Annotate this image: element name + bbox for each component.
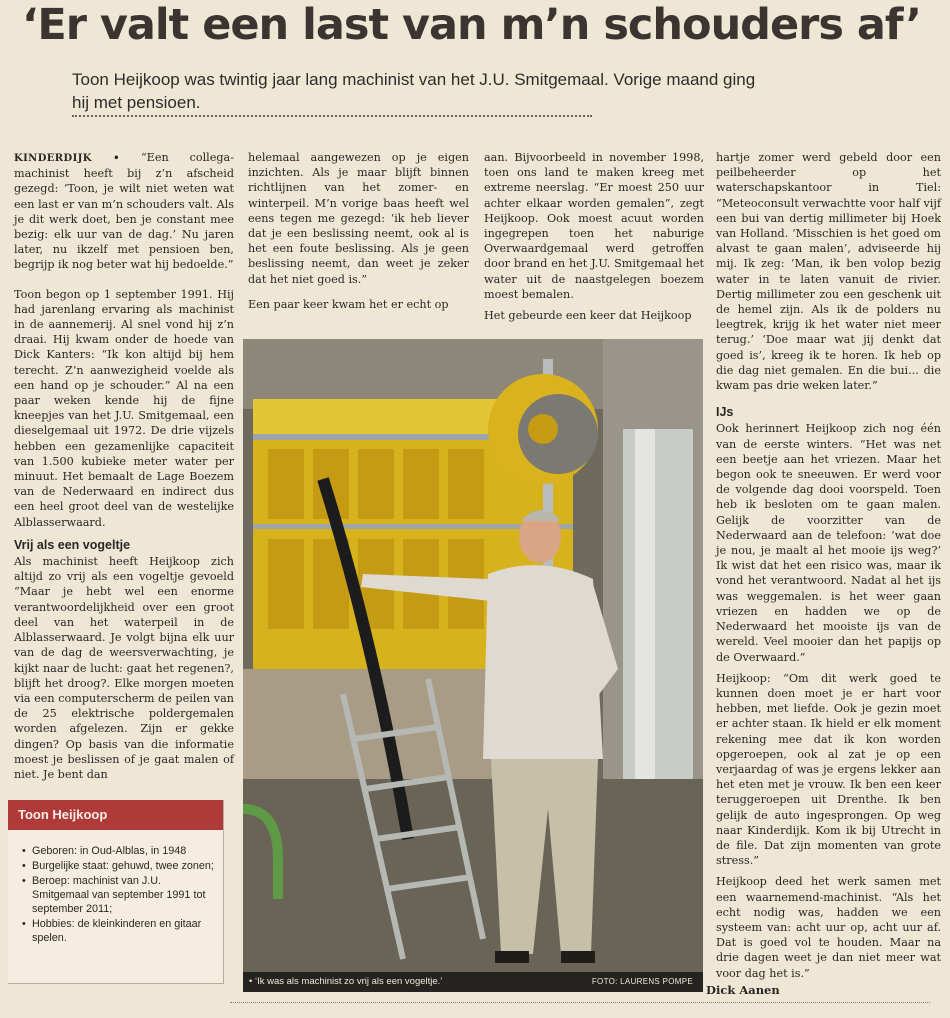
column-2 [248, 150, 469, 318]
headline: ‘Er valt een last van m’n schouders af’ [22, 0, 921, 50]
intro-divider [72, 115, 592, 117]
paragraph: Toon begon op 1 september 1991. Hij had jarenlang ervaring als machinist in de aannemerij. Al snel vond hij z’n draai. Hij kwam onder de hoede van Dick Kanters: “Ik kon altijd bij hem terecht. Z’n aanwezigheid voelde als een hand op je schouder.” Al na een paar weken kende hij de fijne kneepjes van het J.U. Smitgemaal, een dieselgemaal uit 1972. De drie vijzels hebben een gezamenlijke capaciteit van 1.500 kubieke meter water per minuut. Het bemaalt de Lage Boezem van de Nederwaard en indirect dus een heel groot deel van de westelijke Alblasserwaard. [14, 287, 234, 529]
paragraph: Ook herinnert Heijkoop zich nog één van de eerste winters. “Het was net een beetje aan het vriezen. Maar het begon ook te sneeuwen. Er werd voor de volgende dag dooi voorspeld. Toen heb ik besloten om te gaan malen. Gelijk de voorzitter van de Nederwaard aan de telefoon: ‘wat doe je nou, je maalt al het mooie ijs weg?’ Ik wist dat het een risico was, maar ik vond het verantwoord. Nadat al het ijs was weggemalen. is het weer gaan vriezen en hadden we op de Nederwaard het mooiste ijs van de wereld. Veel mooier dan het papijs op de Overwaard.” [716, 422, 941, 664]
photo-credit: FOTO: LAURENS POMPE [591, 977, 693, 986]
bottom-divider [230, 1002, 930, 1003]
photo-illustration [243, 339, 703, 992]
photo-caption [243, 972, 703, 992]
paragraph [14, 150, 234, 273]
paragraph: Heijkoop deed het werk samen met een waarnemend-machinist. “Als het echt nodig was, hadden we een systeem van: acht uur op, acht uur af. Dat is goed vol te houden. Maar na drie dagen weet je dan niet meer wat voor dag het is.” [716, 875, 941, 980]
photo-pumping-station [243, 339, 703, 992]
column-1 [14, 150, 234, 788]
column-3 [484, 150, 704, 329]
byline: Dick Aanen [706, 983, 780, 997]
paragraph: helemaal aangewezen op je eigen inzichten. Als je maar blijft binnen richtlijnen van het zomer- en winterpeil. M’n vorige baas heeft wel eens tegen me gezegd: ‘ik heb liever dat je een beslissing neemt, ook al is het een foute beslissing. Als je geen beslissing neemt, dan weet je zeker dat het niet goed is.” [248, 151, 469, 286]
caption-text: • ‘Ik was als machinist zo vrij als een vogeltje.’ [249, 976, 443, 987]
profile-item: • Burgelijke staat: gehuwd, twee zonen; [22, 859, 217, 873]
paragraph: Heijkoop: “Om dit werk goed te kunnen doen moet je er hart voor hebben, met liefde. Ook je gezin moet er achter staan. Ik hield er elk moment rekening mee dat ik kon worden opgeroepen, ook al zat je op een verjaardag of was je ergens lekker aan het eten met je vrouw. Ik ben een keer teruggeroepen uit Drenthe. Ik ben gelijk de auto ingesprongen. Op weg naar Kinderdijk. Kom ik bij Utrecht in de file. Dat zijn momenten van grote stress.” [716, 671, 941, 868]
paragraph: hartje zomer werd gebeld door een peilbeheerder op het waterschapskantoor in Tiel: “Meteoconsult verwachtte voor half vijf een bui van dertig millimeter bij Hoek van Holland. ‘Misschien is het goed om alvast te gaan malen’, adviseerde hij mij. Ik zeg: ‘Man, ik ben volop bezig water in te laten vanuit de rivier. Dertig millimeter zou een geschenk uit de hemel zijn. Als ik de polders nu leegtrek, krijg ik het water niet meer terug.’ ‘Doe maar wat jij denkt dat goed is’, kreeg ik te horen. Ik heb op die dag niet gemalen. En die bui... die kwam pas drie weken later.” [716, 151, 941, 393]
column-4 [716, 150, 941, 987]
profile-list [8, 844, 223, 945]
profile-item: • Geboren: in Oud-Alblas, in 1948 [22, 844, 217, 858]
dateline: KINDERDIJK • [14, 153, 120, 164]
profile-item: • Beroep: machinist van J.U. Smitgemaal van september 1991 tot september 2011; [22, 874, 217, 916]
paragraph: Het gebeurde een keer dat Heijkoop [484, 309, 692, 323]
paragraph: Een paar keer kwam het er echt op [248, 297, 449, 311]
subhead: IJs [716, 405, 734, 420]
subhead: Vrij als een vogeltje [14, 537, 131, 552]
profile-box [8, 800, 224, 984]
profile-box-title: Toon Heijkoop [8, 800, 223, 830]
paragraph: Als machinist heeft Heijkoop zich altijd zo vrij als een vogeltje gevoeld “Maar je hebt wel een enorme verantwoordelijkheid over een groot deel van het waterpeil in de Alblasserwaard. Je volgt bijna elk uur van de dag de weersverwachting, je kijkt naar de lucht: gaat het regenen?, blijft het droog?. Elke morgen moeten via een computerscherm de peilen van de 25 elektrische poldergemalen worden afgelezen. Zijn er gekke dingen? Op basis van die informatie moest je beslissen of je gaat malen of niet. Je bent dan [14, 555, 234, 781]
paragraph: aan. Bijvoorbeeld in november 1998, toen ons land te maken kreeg met extreme neerslag. “Er moest 250 uur achter elkaar worden gemalen”, zegt Heijkoop. Ook moest acuut worden ingegrepen toen het naburige Overwaardgemaal werd getroffen door brand en het J.U. Smitgemaal het water uit de naastgelegen boezem moest bemalen. [484, 151, 704, 301]
profile-item: • Hobbies: de kleinkinderen en gitaar spelen. [22, 917, 217, 945]
paragraph-text: “Een collega-machinist heeft bij z’n afscheid gezegd: ‘Toon, je wilt niet weten wat een last er van m’n schouders valt. Als je dit werk doet, ben je constant mee bezig: elk uur van de dag.’ Nu jaren later, nu ikzelf met pensioen ben, begrijp ik nog beter wat hij bedoelde.” [14, 151, 234, 272]
intro-lead: Toon Heijkoop was twintig jaar lang machinist van het J.U. Smitgemaal. Vorige maand ging hij met pensioen. [72, 70, 756, 112]
